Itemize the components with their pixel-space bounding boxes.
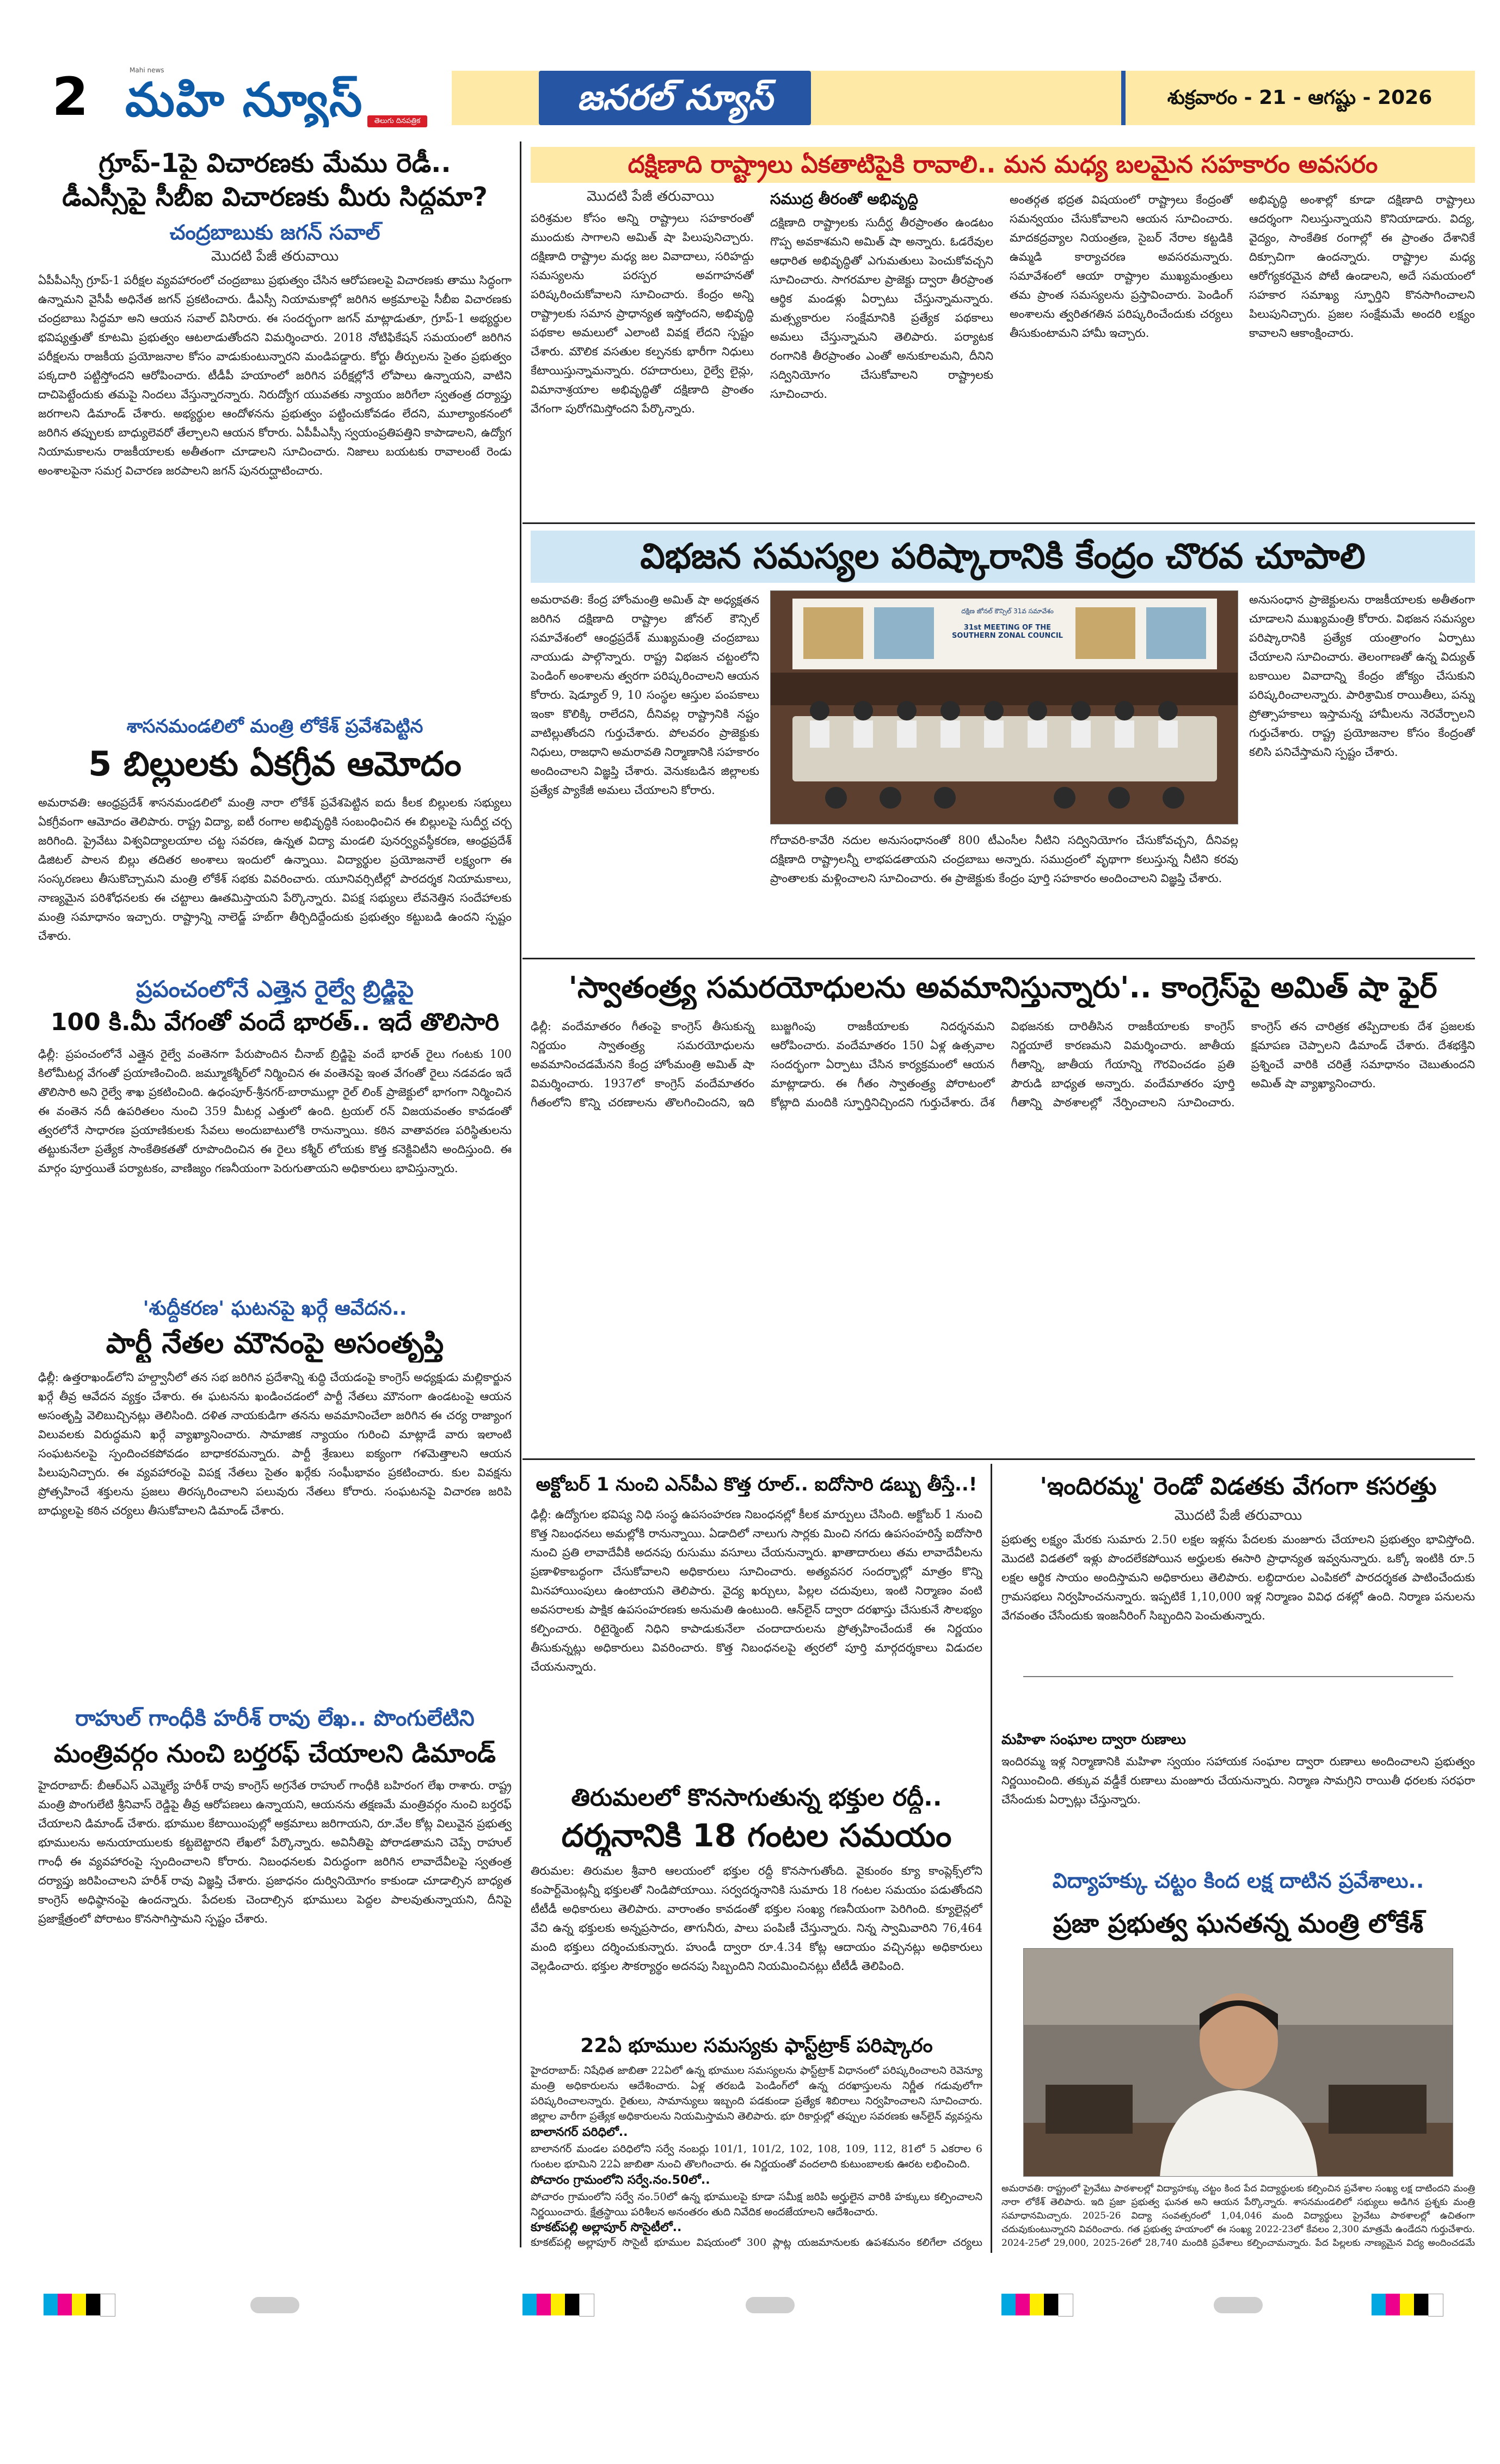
minister-photo-illustration <box>1024 1949 1453 2177</box>
cyan-swatch <box>44 2294 58 2315</box>
article-body: అమరావతి: కేంద్ర హోంమంత్రి అమిత్ షా అధ్యక్షతన జరిగిన దక్షిణాది రాష్ట్రాల జోనల్ కౌన్సిల్ సమావేశంలో ఆంధ్రప్రదేశ్ ముఖ్యమంత్రి చంద్రబాబు నాయుడు పాల్గొన్నారు. రాష్ట్ర విభజన చట్టంలోని పెండింగ్ అంశాలను త్వరగా పరిష్కరించాలని ఆయన కోరారు. షెడ్యూల్ 9, 10 సంస్థల ఆస్తుల పంపకాలు ఇంకా కొలిక్కి రాలేదని, దీనివల్ల రాష్ట్రానికి నష్టం వాటిల్లుతోందని గుర్తుచేశారు. పోలవరం ప్రాజెక్టుకు నిధులు, రాజధాని అమరావతి నిర్మాణానికి సహకారం అందించాలని విజ్ఞప్తి చేశారు. వెనుకబడిన జిల్లాలకు ప్రత్యేక ప్యాకేజీ అమలు చేయాలని కోరారు. <box>531 593 759 797</box>
paper-tag: తెలుగు దినపత్రిక <box>367 115 427 127</box>
column-divider <box>991 1464 992 2253</box>
article-body: దక్షిణాది రాష్ట్రాలకు సుదీర్ఘ తీరప్రాంతం ఉండటం గొప్ప అవకాశమని అమిత్ షా అన్నారు. ఓడరేవుల ఆధారిత అభివృద్ధితో ఎగుమతులు పెంచుకోవచ్చని సూచించారు. సాగరమాల ప్రాజెక్టు ద్వారా తీరప్రాంత ఆర్థిక మండళ్లు ఏర్పాటు చేస్తున్నామన్నారు. మత్స్యకారుల సంక్షేమానికి ప్రత్యేక పథకాలు అమలు చేస్తున్నామని తెలిపారు. పర్యాటక రంగానికి తీరప్రాంతం ఎంతో అనుకూలమని, దీనిని సద్వినియోగం చేసుకోవాలని రాష్ట్రాలకు సూచించారు. <box>770 216 993 401</box>
magenta-swatch <box>537 2294 551 2315</box>
article-body: కూకట్‌పల్లి అల్లాపూర్ సొసైటీ భూముల విషయంలో 300 ప్లాట్ల యజమానులకు ఉపశమనం కలిగేలా చర్యలు <box>531 2237 982 2249</box>
article-body: పరిశ్రమల కోసం అన్ని రాష్ట్రాలు సహకారంతో ముందుకు సాగాలని అమిత్ షా పిలుపునిచ్చారు. దక్షిణాది రాష్ట్రాల మధ్య జల వివాదాలు, సరిహద్దు సమస్యలను పరస్పర అవగాహనతో పరిష్కరించుకోవాలని సూచించారు. కేంద్రం అన్ని రాష్ట్రాలకు సమాన ప్రాధాన్యత ఇస్తోందని, అభివృద్ధి పథకాల అమలులో ఎలాంటి వివక్ష లేదని స్పష్టం చేశారు. మౌలిక వసతుల కల్పనకు భారీగా నిధులు కేటాయిస్తున్నామన్నారు. రహదారులు, రైల్వే లైన్లు, విమానాశ్రయాల అభివృద్ధితో దక్షిణాది ప్రాంతం వేగంగా పురోగమిస్తోందని పేర్కొన్నారు. <box>531 212 754 415</box>
headline: డీఎస్సీపై సీబీఐ విచారణకు మీరు సిద్ధమా? <box>62 182 488 212</box>
black-swatch <box>1044 2294 1058 2315</box>
headline: 5 బిల్లులకు ఏకగ్రీవ ఆమోదం <box>88 744 462 784</box>
article-body: ఏపీపీఎస్సీ గ్రూప్-1 పరీక్షల వ్యవహారంలో చంద్రబాబు ప్రభుత్వం చేసిన ఆరోపణలపై విచారణకు తాము సిద్ధంగా ఉన్నామని వైసీపీ అధినేత జగన్ ప్రకటించారు. డీఎస్సీ నియామకాల్లో జరిగిన అక్రమాలపై సీబీఐ విచారణకు చంద్రబాబు సిద్ధమా అని ఆయన సవాల్ విసిరారు. ఈ సందర్భంగా జగన్ మాట్లాడుతూ, గ్రూప్-1 అభ్యర్థుల భవిష్యత్తుతో కూటమి ప్రభుత్వం ఆటలాడుతోందని విమర్శించారు. 2018 నోటిఫికేషన్ సమయంలో జరిగిన పరీక్షలను రాజకీయ ప్రయోజనాల కోసం వాడుకుంటున్నారని మండిపడ్డారు. కోర్టు తీర్పులను సైతం ప్రభుత్వం పక్కదారి పట్టిస్తోందని ఆరోపించారు. టీడీపీ హయాంలో జరిగిన పరీక్షల్లోనే లోపాలు ఉన్నాయని, వాటిని దాచిపెట్టేందుకు తమపై నిందలు వేస్తున్నారన్నారు. నిరుద్యోగ యువతకు న్యాయం జరిగేలా స్వతంత్ర దర్యాప్తు జరగాలని డిమాండ్ చేశారు. అభ్యర్థుల ఆందోళనను ప్రభుత్వం పట్టించుకోవడం లేదని, మూల్యాంకనంలో జరిగిన తప్పులకు బాధ్యులెవరో తేల్చాలని ఆయన కోరారు. ఏపీపీఎస్సీ స్వయంప్రతిపత్తిని కాపాడాలని, ఉద్యోగ నియామకాలను రాజకీయాలకు అతీతంగా చూడాలని సూచించారు. నిజాలు బయటకు రావాలంటే రెండు అంశాలపైనా సమగ్ర విచారణ జరపాలని జగన్ పునరుద్ఘాటించారు. <box>38 274 512 477</box>
article-body: ఢిల్లీ: ఉత్తరాఖండ్‌లోని హల్ద్వానీలో తన సభ జరిగిన ప్రదేశాన్ని శుద్ధి చేయడంపై కాంగ్రెస్ అధ్యక్షుడు మల్లికార్జున ఖర్గే తీవ్ర ఆవేదన వ్యక్తం చేశారు. ఈ ఘటనను ఖండించడంలో పార్టీ నేతలు మౌనంగా ఉండటంపై ఆయన అసంతృప్తి వెలిబుచ్చినట్లు తెలిసింది. దళిత నాయకుడిగా తనను అవమానించేలా జరిగిన ఈ చర్య రాజ్యాంగ విలువలకు విరుద్ధమని ఖర్గే వ్యాఖ్యానించారు. సామాజిక న్యాయం గురించి మాట్లాడే వారు ఇలాంటి సంఘటనలపై స్పందించకపోవడం బాధాకరమన్నారు. పార్టీ శ్రేణులు ఐక్యంగా గళమెత్తాలని ఆయన పిలుపునిచ్చారు. ఈ వ్యవహారంపై విపక్ష నేతలు సైతం ఖర్గేకు సంఘీభావం ప్రకటించారు. కుల వివక్షను ప్రోత్సహించే శక్తులను ప్రజలు తిరస్కరించాలని పలువురు నేతలు కోరారు. సంఘటనపై విచారణ జరిపి బాధ్యులపై కఠిన చర్యలు తీసుకోవాలని డిమాండ్ చేశారు. <box>38 1371 512 1517</box>
cyan-swatch <box>1001 2294 1016 2315</box>
color-swatch-group <box>1001 2294 1073 2317</box>
white-swatch <box>1058 2294 1073 2317</box>
photo-caption: 31st MEETING OF THE SOUTHERN ZONAL COUNCIL <box>952 624 1063 640</box>
registration-oval <box>1214 2297 1263 2313</box>
cyan-swatch <box>522 2294 537 2315</box>
article-body: ఢిల్లీ: వందేమాతరం గీతంపై కాంగ్రెస్ తీసుకున్న నిర్ణయం స్వాతంత్ర్య సమరయోధులను అవమానించడమేనని కేంద్ర హోంమంత్రి అమిత్ షా విమర్శించారు. 1937లో కాంగ్రెస్ వందేమాతరం గీతంలోని కొన్ని చరణాలను తొలగించిందని, ఇది బుజ్జగింపు రాజకీయాలకు నిదర్శనమని ఆరోపించారు. వందేమాతరం 150 ఏళ్ల ఉత్సవాల సందర్భంగా ఏర్పాటు చేసిన కార్యక్రమంలో ఆయన మాట్లాడారు. ఈ గీతం స్వాతంత్ర్య పోరాటంలో కోట్లాది మందికి స్ఫూర్తినిచ్చిందని గుర్తుచేశారు. దేశ విభజనకు దారితీసిన రాజకీయాలకు కాంగ్రెస్ నిర్ణయాలే కారణమని విమర్శించారు. జాతీయ గీతాన్ని, జాతీయ గేయాన్ని గౌరవించడం ప్రతి పౌరుడి బాధ్యత అన్నారు. వందేమాతరం పూర్తి గీతాన్ని పాఠశాలల్లో నేర్పించాలని సూచించారు. కాంగ్రెస్ తన చారిత్రక తప్పిదాలకు దేశ ప్రజలకు క్షమాపణ చెప్పాలని డిమాండ్ చేశారు. దేశభక్తిని ప్రశ్నించే వారికి చరిత్రే సమాధానం చెబుతుందని అమిత్ షా వ్యాఖ్యానించారు. <box>531 1020 1475 1109</box>
headline: అక్టోబర్ 1 నుంచి ఎన్‌పీఎ కొత్త రూల్.. ఐదోసారి డబ్బు తీస్తే..! <box>536 1474 978 1495</box>
article-amit-shah <box>531 966 1475 1453</box>
white-swatch <box>100 2294 115 2317</box>
kicker: శాసనమండలిలో మంత్రి లోకేశ్ ప్రవేశపెట్టిన <box>126 716 423 737</box>
section-title: జనరల్ న్యూస్ <box>577 78 773 118</box>
article-epfo <box>531 1469 982 1774</box>
registration-oval <box>746 2297 795 2313</box>
headline: గ్రూప్-1పై విచారణకు మేము రెడీ.. <box>99 148 451 178</box>
article-harish-letter <box>38 1703 512 2247</box>
article-body: ప్రభుత్వ లక్ష్యం మేరకు సుమారు 2.50 లక్షల ఇళ్లను పేదలకు మంజూరు చేయాలని ప్రభుత్వం భావిస్తోంది. మొదటి విడతలో ఇళ్లు పొందలేకపోయిన అర్హులకు ఈసారి ప్రాధాన్యత ఇవ్వనున్నారు. ఒక్కో ఇంటికి రూ.5 లక్షల ఆర్థిక సాయం అందిస్తామని అధికారులు తెలిపారు. లబ్ధిదారుల ఎంపికలో పారదర్శకత పాటించేందుకు గ్రామసభలు నిర్వహించనున్నారు. ఇప్పటికే 1,10,000 ఇళ్ల నిర్మాణం వివిధ దశల్లో ఉంది. నిర్మాణ పనులను వేగవంతం చేసేందుకు ఇంజనీరింగ్ సిబ్బందిని పెంచుతున్నారు. <box>1001 1533 1475 1622</box>
magenta-swatch <box>1016 2294 1030 2315</box>
black-swatch <box>565 2294 579 2315</box>
article-body: అమరావతి: రాష్ట్రంలో ప్రైవేటు పాఠశాలల్లో విద్యాహక్కు చట్టం కింద పేద విద్యార్థులకు కల్పించిన ప్రవేశాల సంఖ్య లక్ష దాటిందని మంత్రి నారా లోకేశ్ తెలిపారు. ఇది ప్రజా ప్రభుత్వ ఘనత అని ఆయన పేర్కొన్నారు. శాసనమండలిలో సభ్యులు అడిగిన ప్రశ్నకు మంత్రి సమాధానమిచ్చారు. 2025-26 విద్యా సంవత్సరంలో 1,04,046 మంది విద్యార్థులు ప్రైవేటు పాఠశాలల్లో ఉచితంగా చదువుకుంటున్నారని వివరించారు. గత ప్రభుత్వ హయాంలో ఈ సంఖ్య 2022-23లో కేవలం 2,300 మాత్రమే ఉండేదని గుర్తుచేశారు. 2024-25లో 29,000, 2025-26లో 28,740 మందికి ప్రవేశాలు కల్పించామన్నారు. పేద పిల్లలకు నాణ్యమైన విద్య అందించడమే <box>1001 2183 1475 2249</box>
continuation-note: మొదటి పేజీ తరువాయి <box>586 188 715 205</box>
continuation-note: మొదటి పేజీ తరువాయి <box>211 248 339 264</box>
logo <box>125 66 430 129</box>
row-divider <box>522 522 1475 524</box>
headline: ప్రపంచంలోనే ఎత్తైన రైల్వే బ్రిడ్జిపై <box>136 976 414 1002</box>
column-divider <box>520 141 521 2247</box>
article-body: బాలానగర్ మండల పరిధిలోని సర్వే నంబర్లు 101/1, 101/2, 102, 108, 109, 112, 81లో 5 ఎకరాల 6 గుంటల భూమిని 22ఏ జాబితా నుంచి తొలగించారు. ఈ నిర్ణయంతో వందలాది కుటుంబాలకు ఊరట లభించింది. <box>531 2143 982 2170</box>
yellow-swatch <box>1030 2294 1044 2315</box>
black-swatch <box>1414 2294 1428 2315</box>
registration-oval <box>250 2297 299 2313</box>
print-registration-strip <box>44 2294 1459 2315</box>
page-number: 2 <box>52 70 89 124</box>
article-22a-lands <box>531 2032 982 2250</box>
headline: రాహుల్ గాంధీకి హరీశ్ రావు లేఖ.. పొంగులేటిని <box>75 1706 475 1731</box>
article-southern-states <box>531 147 1475 517</box>
article-body: ఢిల్లీ: ప్రపంచంలోనే ఎత్తైన రైల్వే వంతెనగా పేరుపొందిన చీనాబ్ బ్రిడ్జిపై వందే భారత్ రైలు గంటకు 100 కిలోమీటర్ల వేగంతో ప్రయాణించింది. జమ్మూకశ్మీర్‌లో నిర్మించిన ఈ వంతెనపై ఇంత వేగంతో రైలు నడవడం ఇదే తొలిసారి అని రైల్వే శాఖ ప్రకటించింది. ఉధంపూర్-శ్రీనగర్-బారాముల్లా రైల్ లింక్ ప్రాజెక్టులో భాగంగా నిర్మించిన ఈ వంతెన నదీ ఉపరితలం నుంచి 359 మీటర్ల ఎత్తులో ఉంది. ట్రయల్ రన్ విజయవంతం కావడంతో త్వరలోనే సాధారణ ప్రయాణికులకు సేవలు అందుబాటులోకి రానున్నాయి. కఠిన వాతావరణ పరిస్థితులను తట్టుకునేలా ప్రత్యేక సాంకేతికతతో రూపొందించిన ఈ రైలు కశ్మీర్ లోయకు కొత్త కనెక్టివిటీని అందిస్తుంది. ఈ మార్గం పూర్తయితే పర్యాటకం, వాణిజ్యం గణనీయంగా పెరుగుతాయని అధికారులు భావిస్తున్నారు. <box>38 1048 512 1175</box>
article-rail-bridge <box>38 974 512 1290</box>
color-swatch-group <box>1372 2294 1443 2317</box>
headline: దక్షిణాది రాష్ట్రాలు ఏకతాటిపైకి రావాలి.. మన మధ్య బలమైన సహకారం అవసరం <box>531 147 1475 183</box>
article-kharge <box>38 1295 512 1698</box>
article-body: అభివృద్ధి అంశాల్లో కూడా దక్షిణాది రాష్ట్రాలు ఆదర్శంగా నిలుస్తున్నాయని కొనియాడారు. విద్య, వైద్యం, సాంకేతిక రంగాల్లో ఈ ప్రాంతం దేశానికే దిక్సూచిగా ఉందన్నారు. రాష్ట్రాల మధ్య ఆరోగ్యకరమైన పోటీ ఉండాలని, అదే సమయంలో సహకార సమాఖ్య స్ఫూర్తిని కొనసాగించాలని పిలుపునిచ్చారు. ప్రజల సంక్షేమమే అందరి లక్ష్యం కావాలని ఆకాంక్షించారు. <box>1249 193 1475 340</box>
headline: దర్శనానికి 18 గంటల సమయం <box>561 1817 952 1854</box>
headline: పార్టీ నేతల మౌనంపై అసంతృప్తి <box>106 1327 444 1360</box>
article-body: హైదరాబాద్: బీఆర్ఎస్ ఎమ్మెల్యే హరీశ్ రావు కాంగ్రెస్ అగ్రనేత రాహుల్ గాంధీకి బహిరంగ లేఖ రాశారు. రాష్ట్ర మంత్రి పొంగులేటి శ్రీనివాస్ రెడ్డిపై తీవ్ర ఆరోపణలు ఉన్నాయని, ఆయనను తక్షణమే మంత్రివర్గం నుంచి బర్తరఫ్ చేయాలని డిమాండ్ చేశారు. భూముల కేటాయింపుల్లో అక్రమాలు జరిగాయని, రూ.వేల కోట్ల విలువైన ప్రభుత్వ భూములను అనుయాయులకు కట్టబెట్టారని లేఖలో పేర్కొన్నారు. అవినీతిపై పోరాడతామని చెప్పే రాహుల్ గాంధీ ఈ వ్యవహారంపై స్పందించాలని కోరారు. నిబంధనలకు విరుద్ధంగా జరిగిన లావాదేవీలపై స్వతంత్ర దర్యాప్తు జరిపించాలని హరీశ్ రావు విజ్ఞప్తి చేశారు. ప్రజాధనం దుర్వినియోగం కాకుండా చూడాల్సిన బాధ్యత కాంగ్రెస్ అధిష్ఠానంపై ఉందన్నారు. పేదలకు చెందాల్సిన భూములు పెద్దల పాలవుతున్నాయని, దీనిపై ప్రజాక్షేత్రంలో పోరాటం కొనసాగిస్తామని స్పష్టం చేశారు. <box>38 1779 512 1925</box>
headline: తిరుమలలో కొనసాగుతున్న భక్తుల రద్దీ.. <box>571 1784 942 1812</box>
kicker: 'శుద్ధీకరణ' ఘటనపై ఖర్గే ఆవేదన.. <box>143 1297 407 1320</box>
headline: విభజన సమస్యల పరిష్కారానికి కేంద్రం చొరవ చూపాలి <box>531 531 1475 583</box>
photo-subcaption: దక్షిణ జోనల్ కౌన్సిల్ 31వ సమావేశం <box>961 607 1054 615</box>
headline: 'ఇందిరమ్మ' రెండో విడతకు వేగంగా కసరత్తు <box>1040 1473 1437 1500</box>
magenta-swatch <box>58 2294 72 2315</box>
magenta-swatch <box>1386 2294 1400 2315</box>
black-swatch <box>86 2294 100 2315</box>
article-body: అంతర్గత భద్రత విషయంలో రాష్ట్రాలు కేంద్రంతో సమన్వయం చేసుకోవాలని ఆయన సూచించారు. మాదకద్రవ్యాల నియంత్రణ, సైబర్ నేరాల కట్టడికి ఉమ్మడి కార్యాచరణ అవసరమన్నారు. సమావేశంలో ఆయా రాష్ట్రాల ముఖ్యమంత్రులు తమ ప్రాంత సమస్యలను ప్రస్తావించారు. పెండింగ్ అంశాలను త్వరితగతిన పరిష్కరించేందుకు చర్యలు తీసుకుంటామని హామీ ఇచ్చారు. <box>1010 193 1233 340</box>
article-tirumala <box>531 1782 982 2027</box>
logo-tagline-small: Mahi news <box>130 66 164 74</box>
article-group1 <box>38 147 512 707</box>
yellow-swatch <box>551 2294 565 2315</box>
section-banner <box>452 71 1121 125</box>
minister-lokesh-photo <box>1023 1948 1453 2177</box>
issue-date: శుక్రవారం - 21 - ఆగష్టు - 2026 <box>1167 87 1433 109</box>
subheadline: మహిళా సంఘాల ద్వారా రుణాలు <box>1001 1732 1186 1748</box>
article-indiramma <box>1001 1469 1475 1910</box>
subheadline: చంద్రబాబుకు జగన్ సవాల్ <box>169 220 380 244</box>
article-body: అమరావతి: ఆంధ్రప్రదేశ్ శాసనమండలిలో మంత్రి నారా లోకేశ్ ప్రవేశపెట్టిన ఐదు కీలక బిల్లులకు సభ్యులు ఏకగ్రీవంగా ఆమోదం తెలిపారు. రాష్ట్ర విద్యా, ఐటీ రంగాల అభివృద్ధికి సంబంధించిన ఈ బిల్లులపై సుదీర్ఘ చర్చ జరిగింది. ప్రైవేటు విశ్వవిద్యాలయాల చట్ట సవరణ, ఉన్నత విద్యా మండలి పునర్వ్యవస్థీకరణ, ఆంధ్రప్రదేశ్ డిజిటల్ పాలన బిల్లు తదితర అంశాలు ఇందులో ఉన్నాయి. విద్యార్థుల ప్రయోజనాలే లక్ష్యంగా ఈ సంస్కరణలు తీసుకొచ్చామని మంత్రి లోకేశ్ సభకు వివరించారు. యూనివర్సిటీల్లో పారదర్శక నియామకాలు, నాణ్యమైన పరిశోధనలకు ఈ చట్టాలు ఊతమిస్తాయని పేర్కొన్నారు. విపక్ష సభ్యులు లేవనెత్తిన సందేహాలకు మంత్రి సమాధానం ఇచ్చారు. రాష్ట్రాన్ని నాలెడ్జ్ హబ్‌గా తీర్చిదిద్దేందుకు ప్రభుత్వం కట్టుబడి ఉందని స్పష్టం చేశారు. <box>38 796 512 943</box>
paper-name: మహి న్యూస్ <box>125 73 364 127</box>
meeting-photo <box>770 590 1238 824</box>
headline: విద్యాహక్కు చట్టం కింద లక్ష దాటిన ప్రవేశాలు.. <box>1052 1869 1424 1893</box>
headline: 22ఏ భూముల సమస్యకు ఫాస్ట్‌ట్రాక్ పరిష్కారం <box>580 2035 933 2057</box>
continuation-note: మొదటి పేజీ తరువాయి <box>1174 1507 1302 1524</box>
minister-photo <box>1023 1676 1453 1677</box>
article-body: అనుసంధాన ప్రాజెక్టులను రాజకీయాలకు అతీతంగా చూడాలని ముఖ్యమంత్రి కోరారు. విభజన సమస్యల పరిష్కారానికి ప్రత్యేక యంత్రాంగం ఏర్పాటు చేయాలని సూచించారు. తెలంగాణతో ఉన్న విద్యుత్ బకాయిల వివాదాన్ని కేంద్రం జోక్యం చేసుకుని పరిష్కరించాలన్నారు. పారిశ్రామిక రాయితీలు, పన్ను ప్రోత్సాహకాలు ఇస్తామన్న హామీలను నెరవేర్చాలని గుర్తుచేశారు. రాష్ట్ర ప్రయోజనాల కోసం కేంద్రంతో కలిసి పనిచేస్తామని స్పష్టం చేశారు. <box>1249 593 1475 759</box>
article-body: ఇందిరమ్మ ఇళ్ల నిర్మాణానికి మహిళా స్వయం సహాయక సంఘాల ద్వారా రుణాలు అందించాలని ప్రభుత్వం నిర్ణయించింది. తక్కువ వడ్డీకే రుణాలు మంజూరు చేయనున్నారు. నిర్మాణ సామగ్రిని రాయితీ ధరలకు సరఫరా చేసేందుకు ఏర్పాట్లు చేస్తున్నారు. <box>1001 1755 1475 1806</box>
headline: ప్రజా ప్రభుత్వ ఘనతన్న మంత్రి లోకేశ్ <box>1053 1908 1424 1939</box>
white-swatch <box>579 2294 594 2317</box>
headline: మంత్రివర్గం నుంచి బర్తరఫ్ చేయాలని డిమాండ్ <box>54 1739 496 1768</box>
color-swatch-group <box>44 2294 115 2317</box>
subheadline: పోచారం గ్రామంలోని సర్వే.నం.50లో.. <box>531 2173 710 2187</box>
subheadline: కూకట్‌పల్లి అల్లాపూర్ సొసైటీలో.. <box>531 2221 682 2234</box>
cyan-swatch <box>1372 2294 1386 2315</box>
article-lokesh-bills <box>38 713 512 969</box>
article-body: పోచారం గ్రామంలోని సర్వే నం.50లో ఉన్న భూములపై కూడా సమీక్ష జరిపి అర్హులైన వారికి హక్కులు కల్పించాలని నిర్ణయించారు. క్షేత్రస్థాయి పరిశీలన అనంతరం తుది నివేదిక అందజేయాలని ఆదేశించారు. <box>531 2191 982 2218</box>
yellow-swatch <box>72 2294 86 2315</box>
row-divider <box>522 1458 1475 1460</box>
article-body: గోదావరి-కావేరి నదుల అనుసంధానంతో 800 టీఎంసీల నీటిని సద్వినియోగం చేసుకోవచ్చని, దీనివల్ల దక్షిణాది రాష్ట్రాలన్నీ లాభపడతాయని చంద్రబాబు అన్నారు. సముద్రంలో వృథాగా కలుస్తున్న నీటిని కరవు ప్రాంతాలకు మళ్లించాలని సూచించారు. ఈ ప్రాజెక్టుకు కేంద్రం పూర్తి సహకారం అందించాలని విజ్ఞప్తి చేశారు. <box>770 834 1238 885</box>
article-bifurcation <box>531 531 1475 955</box>
color-swatch-group <box>522 2294 594 2317</box>
masthead <box>38 65 1475 131</box>
article-body: ఢిల్లీ: ఉద్యోగుల భవిష్య నిధి సంస్థ ఉపసంహరణ నిబంధనల్లో కీలక మార్పులు చేసింది. అక్టోబర్ 1 నుంచి కొత్త నిబంధనలు అమల్లోకి రానున్నాయి. ఏడాదిలో నాలుగు సార్లకు మించి నగదు ఉపసంహరిస్తే ఐదోసారి నుంచి ప్రతి లావాదేవీకి అదనపు రుసుము వసూలు చేయనున్నారు. ఖాతాదారులు తమ లావాదేవీలను ప్రణాళికాబద్ధంగా చేసుకోవాలని అధికారులు సూచించారు. అత్యవసర సందర్భాల్లో మాత్రం కొన్ని మినహాయింపులు ఉంటాయని తెలిపారు. వైద్య ఖర్చులు, పిల్లల చదువులు, ఇంటి నిర్మాణం వంటి అవసరాలకు పాక్షిక ఉపసంహరణకు అనుమతి ఉంటుంది. ఆన్‌లైన్ ద్వారా దరఖాస్తు చేసుకునే సౌలభ్యం కల్పించారు. రిటైర్మెంట్ నిధిని కాపాడుకునేలా చందాదారులను ప్రోత్సహించేందుకే ఈ నిర్ణయం తీసుకున్నట్లు అధికారులు వివరించారు. కొత్త నిబంధనలపై త్వరలో పూర్తి మార్గదర్శకాలు విడుదల చేయనున్నారు. <box>531 1508 982 1673</box>
article-body: తిరుమల: తిరుమల శ్రీవారి ఆలయంలో భక్తుల రద్దీ కొనసాగుతోంది. వైకుంఠం క్యూ కాంప్లెక్స్‌లోని కంపార్ట్‌మెంట్లన్నీ భక్తులతో నిండిపోయాయి. సర్వదర్శనానికి సుమారు 18 గంటల సమయం పడుతోందని టీటీడీ అధికారులు తెలిపారు. వారాంతం కావడంతో భక్తుల సంఖ్య గణనీయంగా పెరిగింది. క్యూలైన్లలో వేచి ఉన్న భక్తులకు అన్నప్రసాదం, తాగునీరు, పాలు పంపిణీ చేస్తున్నారు. నిన్న స్వామివారిని 76,464 మంది భక్తులు దర్శించుకున్నారు. హుండీ ద్వారా రూ.4.34 కోట్ల ఆదాయం వచ్చినట్లు అధికారులు వెల్లడించారు. భక్తుల సౌకర్యార్థం అదనపు సిబ్బందిని నియమించినట్లు టీటీడీ తెలిపింది. <box>531 1864 982 1973</box>
article-body: హైదరాబాద్: నిషేధిత జాబితా 22ఏలో ఉన్న భూముల సమస్యలను ఫాస్ట్‌ట్రాక్ విధానంలో పరిష్కరించాలని రెవెన్యూ మంత్రి అధికారులను ఆదేశించారు. ఏళ్ల తరబడి పెండింగ్‌లో ఉన్న దరఖాస్తులను నిర్ణీత గడువులోగా పరిష్కరించాలన్నారు. రైతులు, సామాన్యులు ఇబ్బంది పడకుండా ప్రత్యేక శిబిరాలు నిర్వహించాలని సూచించారు. జిల్లాల వారీగా ప్రత్యేక అధికారులను నియమిస్తామని తెలిపారు. భూ రికార్డుల్లో తప్పుల సవరణకు ఆన్‌లైన్ వ్యవస్థను <box>531 2065 982 2122</box>
row-divider <box>522 958 1475 959</box>
subheadline: సముద్ర తీరంతో అభివృద్ధి <box>770 190 918 208</box>
date-box <box>1121 71 1475 125</box>
headline: 'స్వాతంత్ర్య సమరయోధులను అవమానిస్తున్నారు'.. కాంగ్రెస్‌పై అమిత్ షా ఫైర్ <box>568 970 1437 1005</box>
white-swatch <box>1428 2294 1443 2317</box>
headline: 100 కి.మీ వేగంతో వందే భారత్.. ఇదే తొలిసారి <box>50 1008 500 1036</box>
subheadline: బాలానగర్ పరిధిలో.. <box>531 2126 628 2139</box>
yellow-swatch <box>1400 2294 1414 2315</box>
